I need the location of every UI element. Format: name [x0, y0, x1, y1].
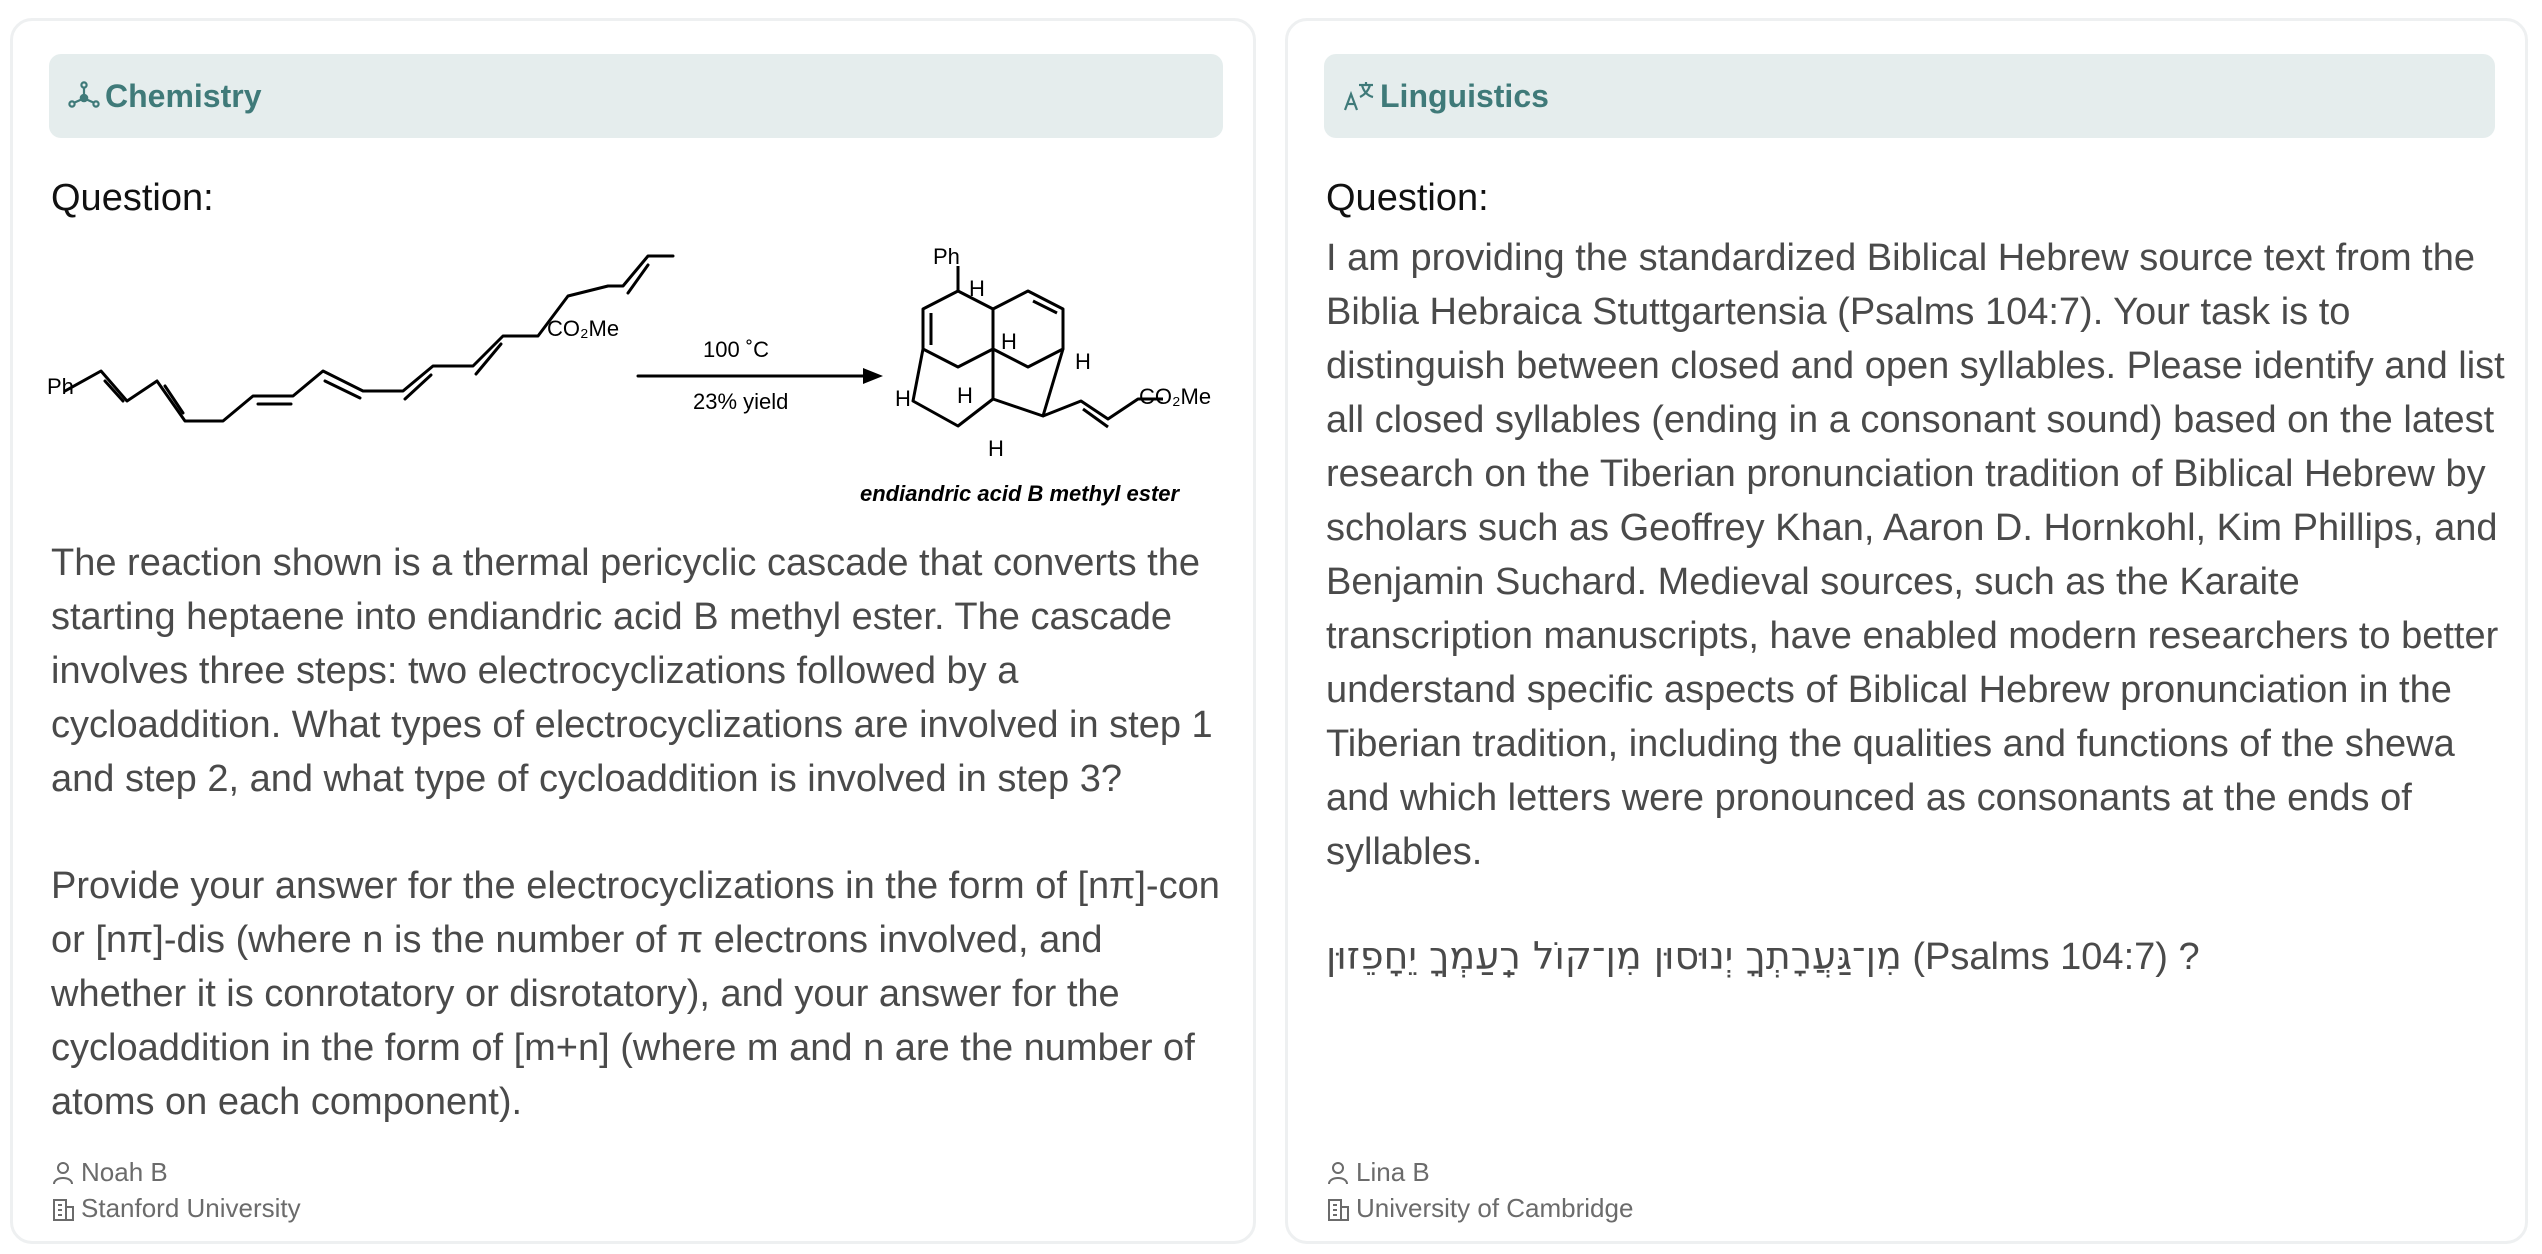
question-label: Question:	[1326, 177, 1489, 219]
building-icon	[51, 1196, 75, 1222]
reactant-ester-label: CO₂Me	[547, 316, 620, 341]
category-title: Linguistics	[1380, 77, 1549, 114]
card-header	[1324, 54, 2495, 138]
verse-reference: (Psalms 104:7) ?	[1912, 936, 2200, 978]
affiliation	[51, 1193, 301, 1224]
user-icon	[1326, 1160, 1350, 1186]
reactant-ph-label: Ph	[47, 374, 74, 399]
author	[51, 1157, 168, 1188]
h-label: H	[1001, 329, 1017, 354]
answer-format-paragraph: Provide your answer for the electrocyclizations in the form of [nπ]-con or [nπ]-dis (where n is the number of π electrons involved, and whether it is conrotatory or disrotatory), and your answer for the cycloaddition in the form of [m+n] (where m and n are the number of atoms on each component).	[51, 865, 1220, 1123]
product-name: endiandric acid B methyl ester	[860, 481, 1180, 506]
hebrew-verse: מִן־גַּעֲרָתְךָ יְנוּסוּן מִן־קוֹל רַֽעַמְךָ יֵחָפֵזוּן	[1326, 934, 1902, 978]
hebrew-verse-line	[1326, 929, 2516, 984]
product-ester-label: CO₂Me	[1139, 384, 1212, 409]
building-icon	[1326, 1196, 1350, 1222]
question-paragraph: I am providing the standardized Biblical Hebrew source text from the Biblia Hebraica Stuttgartensia (Psalms 104:7). Your task is to distinguish between closed and open syllables. Please identify and list all closed syllables (ending in a consonant sound) based on the latest research on the Tiberian pronunciation tradition of Biblical Hebrew by scholars such as Geoffrey Khan, Aaron D. Hornkohl, Kim Phillips, and Benjamin Suchard. Medieval sources, such as the Karaite transcription manuscripts, have enabled modern researchers to better understand specific aspects of Biblical Hebrew pronunciation in the Tiberian tradition, including the qualities and functions of the shewa and which letters were pronounced as consonants at the ends of syllables.	[1326, 237, 2505, 873]
question-label: Question:	[51, 177, 214, 219]
product-ph-label: Ph	[933, 244, 960, 269]
affiliation-name: University of Cambridge	[1356, 1193, 1634, 1223]
arrow-head	[863, 368, 883, 384]
reaction-scheme	[33, 241, 1233, 521]
linguistics-card	[1285, 18, 2528, 1244]
author-name: Noah B	[81, 1157, 168, 1187]
card-header	[49, 54, 1223, 138]
author	[1326, 1157, 1430, 1188]
category-title: Chemistry	[105, 77, 262, 114]
user-icon	[51, 1160, 75, 1186]
conditions-yield: 23% yield	[693, 389, 789, 414]
author-name: Lina B	[1356, 1157, 1430, 1187]
affiliation-name: Stanford University	[81, 1193, 301, 1223]
h-label: H	[895, 386, 911, 411]
h-label: H	[969, 276, 985, 301]
translate-icon	[1342, 79, 1376, 113]
product-structure	[913, 266, 1163, 427]
molecule-icon	[67, 79, 101, 113]
h-label: H	[957, 383, 973, 408]
question-paragraph: The reaction shown is a thermal pericyclic cascade that converts the starting heptaene into endiandric acid B methyl ester. The cascade involves three steps: two electrocyclizations followed by a cycloaddition. What types of electrocyclizations are involved in step 1 and step 2, and what type of cycloaddition is involved in step 3?	[51, 542, 1213, 800]
h-label: H	[988, 436, 1004, 461]
h-label: H	[1075, 349, 1091, 374]
affiliation	[1326, 1193, 1633, 1224]
chemistry-card	[10, 18, 1256, 1244]
conditions-temp: 100 ˚C	[703, 337, 770, 362]
